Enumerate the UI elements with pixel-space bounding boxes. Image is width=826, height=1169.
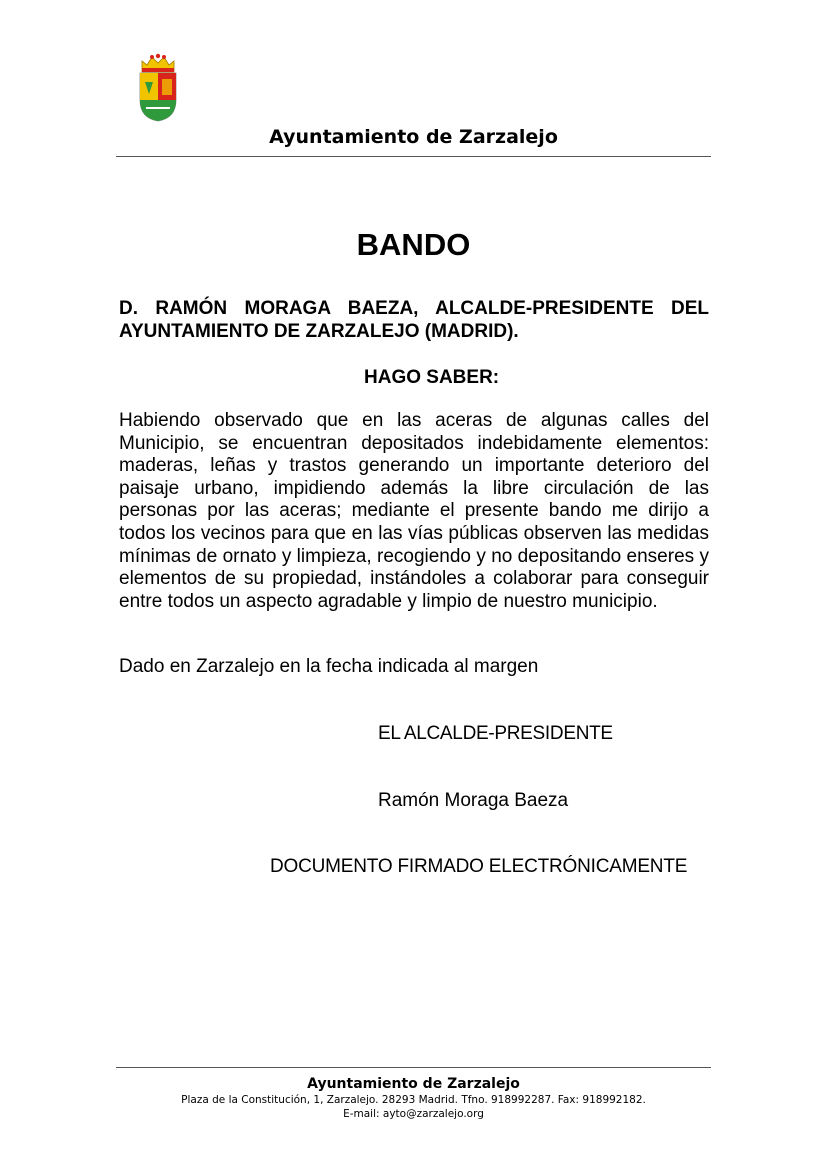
footer-organization: Ayuntamiento de Zarzalejo (307, 1076, 520, 1092)
document-title: BANDO (356, 227, 471, 262)
signatory-title: EL ALCALDE-PRESIDENTE (378, 723, 613, 744)
footer (116, 1075, 711, 1121)
header-organization: Ayuntamiento de Zarzalejo (269, 126, 558, 148)
signatory-name: Ramón Moraga Baeza (378, 790, 569, 811)
signature-note: DOCUMENTO FIRMADO ELECTRÓNICAMENTE (270, 856, 688, 877)
footer-address: Plaza de la Constitución, 1, Zarzalejo. 28293 Madrid. Tfno. 918992287. Fax: 918992182. (181, 1094, 646, 1106)
footer-divider (116, 1067, 711, 1068)
header-divider (116, 156, 711, 157)
document-issuer: D. RAMÓN MORAGA BAEZA, ALCALDE-PRESIDENTE DEL AYUNTAMIENTO DE ZARZALEJO (MADRID). (119, 298, 709, 342)
date-line: Dado en Zarzalejo en la fecha indicada al margen (119, 656, 539, 677)
municipal-coat-of-arms-icon (136, 52, 180, 122)
document-body: Habiendo observado que en las aceras de algunas calles del Municipio, se encuentran depositados indebidamente elementos: maderas, leñas y trastos generando un importante deterioro del paisaje urbano, impidiendo además la libre circulación de las personas por las aceras; mediante el presente bando me dirijo a todos los vecinos para que en las vías públicas observen las medidas mínimas de ornato y limpieza, recogiendo y no depositando enseres y elementos de su propiedad, instándoles a colaborar para conseguir entre todos un aspecto agradable y limpio de nuestro municipio. (119, 410, 709, 612)
footer-email[interactable]: E-mail: ayto@zarzalejo.org (343, 1108, 484, 1120)
announcement-heading: HAGO SABER: (364, 367, 500, 388)
